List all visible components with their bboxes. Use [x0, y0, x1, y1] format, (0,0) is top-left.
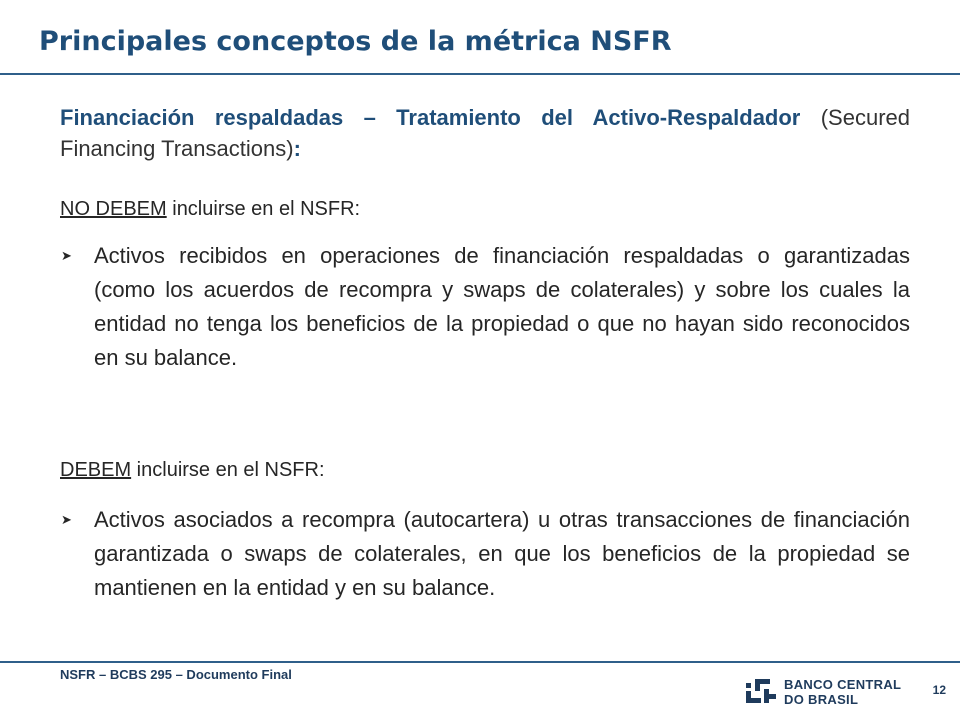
label-underlined: DEBEM [60, 459, 132, 481]
footer-text: NSFR – BCBS 295 – Documento Final [60, 667, 292, 682]
bullet-item [60, 503, 910, 605]
logo-text [784, 677, 901, 707]
heading-strong: Financiación respaldadas – Tratamiento del Activo-Respaldador [60, 105, 801, 130]
label-rest: incluirse en el NSFR: [166, 198, 361, 220]
heading-normal: (Secured Financing Transactions) [60, 105, 910, 161]
label-rest: incluirse en el NSFR: [131, 459, 325, 481]
logo-line-2: DO BRASIL [784, 692, 859, 707]
bullet-text: Activos recibidos en operaciones de financiación respaldadas o garantizadas (como los acuerdos de recompra y swaps de colaterales) y sobre los cuales la entidad no tenga los beneficios de la propiedad o que no hayan sido reconocidos en su balance. [94, 243, 910, 370]
section-label-debem [60, 455, 910, 486]
slide-title: Principales conceptos de la métrica NSFR [39, 26, 672, 57]
footer-divider [0, 661, 960, 663]
arrow-bullet-icon: ➤ [61, 248, 72, 263]
logo-mark-icon [744, 677, 778, 707]
title-divider [0, 73, 960, 75]
page-number: 12 [932, 683, 946, 697]
section-heading [60, 102, 910, 164]
section-label-no-debem [60, 194, 910, 225]
banco-central-logo [744, 672, 914, 712]
label-underlined: NO DEBEM [60, 198, 167, 220]
bullet-item [60, 239, 910, 375]
logo-line-1: BANCO CENTRAL [784, 677, 902, 692]
heading-colon: : [293, 136, 301, 161]
bullet-text: Activos asociados a recompra (autocartera) u otras transacciones de financiación garantizada o swaps de colaterales, en que los beneficios de la propiedad se mantienen en la entidad y en su balance. [94, 507, 910, 600]
arrow-bullet-icon: ➤ [61, 512, 72, 527]
